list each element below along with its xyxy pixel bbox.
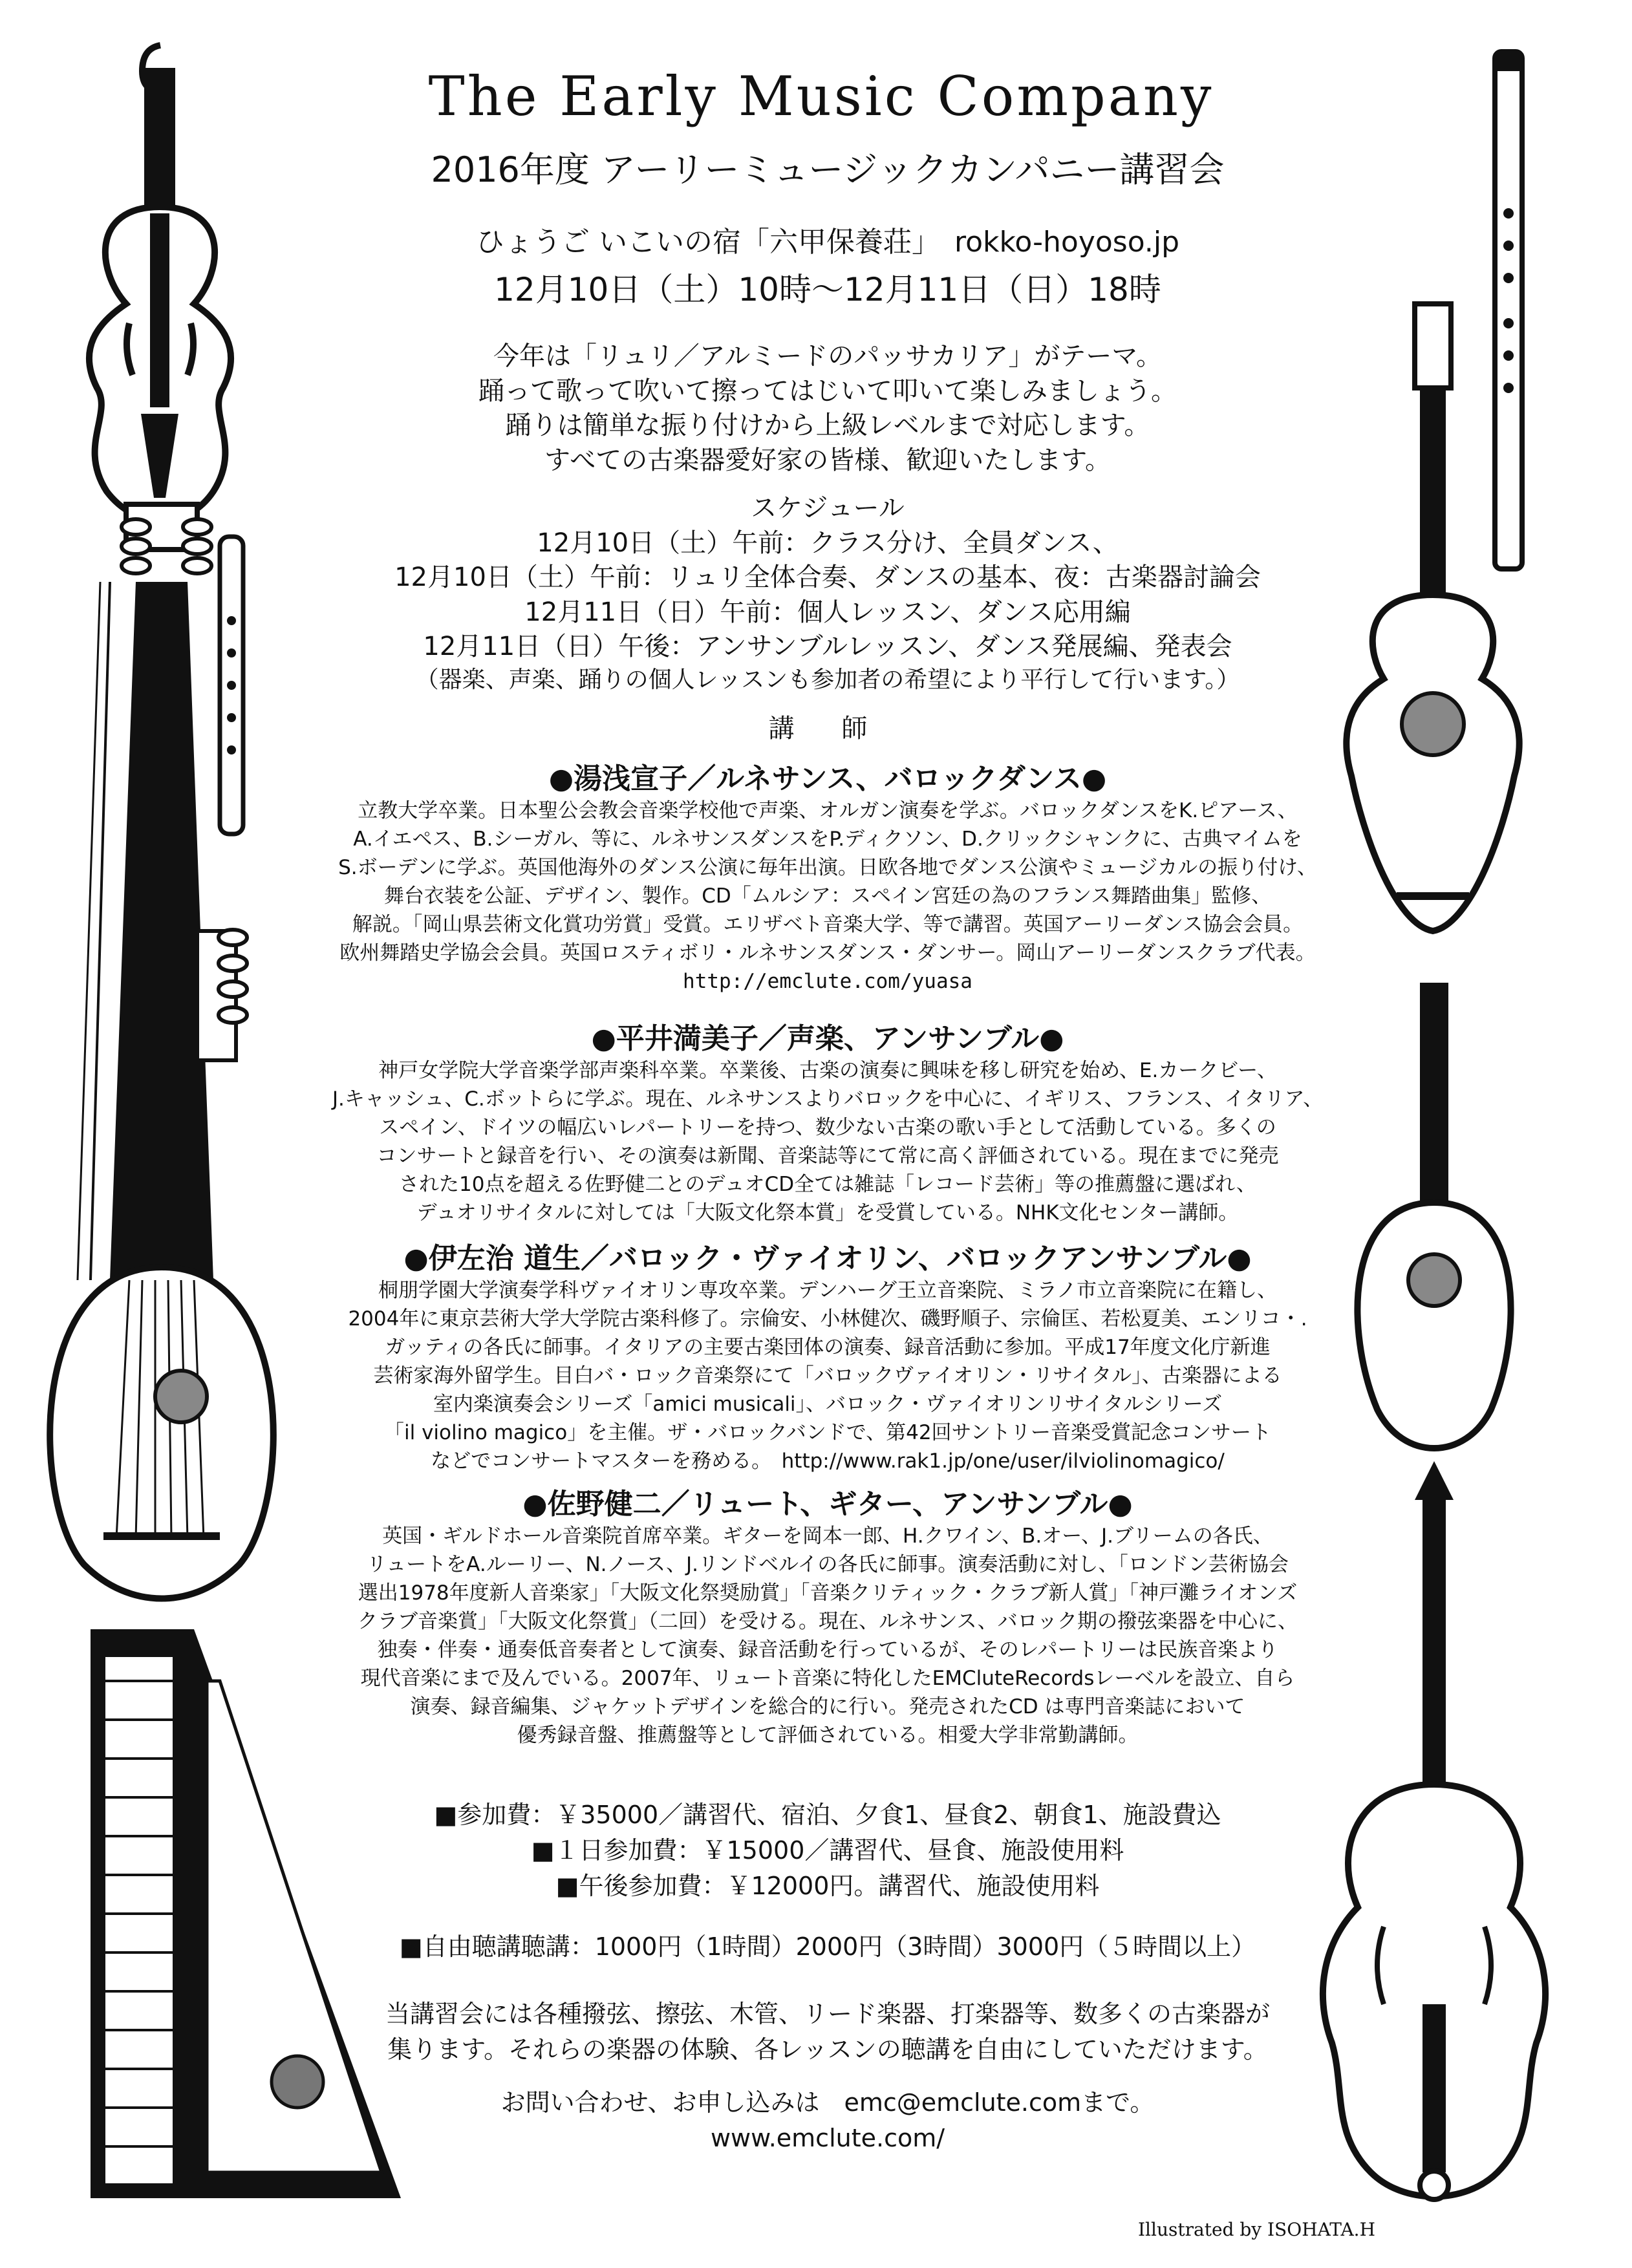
- fee-line: ■参加費：￥35000／講習代、宿泊、夕食1、昼食2、朝食1、施設費込: [434, 1801, 1221, 1829]
- free-listening: ■自由聴講聴講：1000円（1時間）2000円（3時間）3000円（５時間以上）: [399, 1932, 1256, 1961]
- contact-website[interactable]: www.emclute.com/: [710, 2124, 945, 2153]
- teacher-name: ●湯浅宣子／ルネサンス、バロックダンス●: [548, 762, 1107, 795]
- bio-line: された10点を超える佐野健二とのデュオCD全ては雑誌「レコード芸術」等の推薦盤に選ばれ、: [399, 1173, 1256, 1197]
- gamba-illustration: [1323, 1461, 1545, 2199]
- intro-line: 踊って歌って吹いて擦ってはじいて叩いて楽しみましょう。: [478, 376, 1177, 406]
- bio-line: スペイン、ドイツの幅広いレパートリーを持つ、数少ない古楽の歌い手として活動している。多くの: [379, 1116, 1276, 1140]
- bio-line: コンサートと録音を行い、その演奏は新聞、音楽誌等にて常に高く評価されている。現在までに発売: [376, 1144, 1279, 1168]
- recorder-left-illustration: [220, 537, 243, 834]
- intro-line: すべての古楽器愛好家の皆様、歓迎いたします。: [544, 445, 1111, 475]
- contact-section: [310, 2085, 1345, 2156]
- bio-line: A.イエペス、B.シーガル、等に、ルネサンスダンスをP.ディクソン、D.クリックシャンクに、古典マイムを: [353, 828, 1302, 851]
- violin-illustration: [89, 45, 231, 520]
- teacher-bio: [310, 1522, 1345, 1749]
- teacher-link[interactable]: http://emclute.com/yuasa: [683, 970, 972, 994]
- bio-line: デュオリサイタルに対しては「大阪文化祭本賞」を受賞している。NHK文化センター講師。: [416, 1201, 1239, 1225]
- bio-line: 2004年に東京芸術大学大学院古楽科修了。宗倫安、小林健次、磯野順子、宗倫匡、若松夏美、エンリコ・.: [348, 1307, 1307, 1331]
- schedule-item: 12月11日（日）午前：個人レッスン、ダンス応用編: [524, 597, 1131, 627]
- bio-line: S.ボーデンに学ぶ。英国他海外のダンス公演に毎年出演。日欧各地でダンス公演やミュージカルの振り付け、: [338, 856, 1317, 880]
- contact-email[interactable]: お問い合わせ、お申し込みは emc@emclute.comまで。: [500, 2088, 1155, 2117]
- bio-line: J.キャッシュ、C.ボットらに学ぶ。現在、ルネサンスよりバロックを中心に、イギリス、フランス、イタリア、: [332, 1087, 1324, 1111]
- bio-line: 「il violino magico」を主催。ザ・バロックバンドで、第42回サントリー音楽受賞記念コンサート: [384, 1421, 1271, 1445]
- closing-paragraph: [310, 1996, 1345, 2068]
- bio-line: 独奏・伴奏・通奏低音奏者として演奏、録音活動を行っているが、そのレパートリーは民族音楽より: [377, 1638, 1278, 1662]
- bio-line: 神戸女学院大学音楽学部声楽科卒業。卒業後、古楽の演奏に興味を移し研究を始め、E.カークビー、: [378, 1059, 1277, 1082]
- intro-paragraph: [310, 339, 1345, 478]
- bio-line: 現代音楽にまで及んでいる。2007年、リュート音楽に特化したEMCluteRecordsレーベルを設立、自ら: [360, 1667, 1295, 1691]
- lute-illustration: [1357, 983, 1510, 1448]
- teacher-sano: [310, 1481, 1345, 1749]
- teacher-name: ●平井満美子／声楽、アンサンブル●: [591, 1022, 1064, 1055]
- teacher-bio: [310, 1056, 1345, 1227]
- schedule-note: （器楽、声楽、踊りの個人レッスンも参加者の希望により平行して行います。）: [415, 666, 1240, 693]
- fees-section: [310, 1797, 1345, 1904]
- teacher-hirai: [310, 1015, 1345, 1227]
- schedule-item: 12月10日（土）午前：クラス分け、全員ダンス、: [537, 528, 1119, 558]
- teacher-bio: [310, 797, 1345, 996]
- teacher-bio: [310, 1276, 1345, 1475]
- schedule-section: [310, 491, 1345, 696]
- page-title: The Early Music Company: [428, 65, 1214, 128]
- illustration-credit: Illustrated by ISOHATA.H: [1138, 2219, 1375, 2240]
- bio-line: 室内楽演奏会シリーズ「amici musicali」、バロック・ヴァイオリンリサイタルシリーズ: [433, 1393, 1223, 1417]
- bio-line: 桐朋学園大学演奏学科ヴァイオリン専攻卒業。デンハーグ王立音楽院、ミラノ市立音楽院に在籍し、: [378, 1279, 1278, 1302]
- bio-line: 舞台衣装を公証、デザイン、製作。CD「ムルシア：スペイン宮廷の為のフランス舞踏曲集」監修、: [383, 884, 1272, 908]
- bio-line: 演奏、録音編集、ジャケットデザインを総合的に行い。発売されたCD は専門音楽誌において: [410, 1695, 1245, 1719]
- bio-line: 芸術家海外留学生。目白バ・ロック音楽祭にて「バロックヴァイオリン・リサイタル」、古楽器による: [373, 1364, 1282, 1388]
- closing-line: 当講習会には各種撥弦、擦弦、木管、リード楽器、打楽器等、数多くの古楽器が: [385, 2000, 1270, 2028]
- fee-line: ■午後参加費：￥12000円。講習代、施設使用料: [555, 1872, 1100, 1901]
- bio-line: などでコンサートマスターを務める。 http://www.rak1.jp/one/user/ilviolinomagico/: [431, 1450, 1225, 1473]
- teacher-yuasa: [310, 755, 1345, 996]
- schedule-heading: スケジュール: [751, 493, 905, 523]
- teacher-isaji: [310, 1235, 1345, 1475]
- bio-line: 立教大学卒業。日本聖公会教会音楽学校他で声楽、オルガン演奏を学ぶ。バロックダンスをK.ピアース、: [358, 799, 1298, 822]
- bio-line: 選出1978年度新人音楽家」「大阪文化祭奨励賞」「音楽クリティック・クラブ新人賞」「神戸灘ライオンズ: [358, 1581, 1298, 1605]
- bio-line: ガッティの各氏に師事。イタリアの主要古楽団体の演奏、録音活動に参加。平成17年度文化庁新進: [385, 1336, 1271, 1360]
- event-dates: 12月10日（土）10時～12月11日（日）18時: [494, 271, 1161, 308]
- intro-line: 踊りは簡単な振り付けから上級レベルまで対応します。: [505, 411, 1150, 441]
- bio-line: クラブ音楽賞」「大阪文化祭賞」（二回）を受ける。現在、ルネサンス、バロック期の撥弦楽器を中心に、: [358, 1610, 1298, 1634]
- bio-line: 英国・ギルドホール音楽院首席卒業。ギターを岡本一郎、H.クワイン、B.オー、J.ブリームの各氏、: [382, 1524, 1273, 1548]
- teacher-name: ●伊左治 道生／バロック・ヴァイオリン、バロックアンサンブル●: [403, 1242, 1252, 1275]
- bio-line: 欧州舞踏史学協会会員。英国ロスティボリ・ルネサンスダンス・ダンサー。岡山アーリーダンスクラブ代表。: [339, 941, 1316, 965]
- bio-line: リュートをA.ルーリー、N.ノース、J.リンドベルイの各氏に師事。演奏活動に対し、「ロンドン芸術協会: [367, 1553, 1289, 1577]
- venue-line: ひょうご いこいの宿「六甲保養荘」 rokko-hoyoso.jp: [475, 226, 1179, 259]
- intro-line: 今年は「リュリ／アルミードのパッサカリア」がテーマ。: [493, 341, 1162, 371]
- teacher-name: ●佐野健二／リュート、ギター、アンサンブル●: [522, 1488, 1133, 1521]
- lecturers-heading: 講 師: [768, 714, 887, 744]
- recorder-right-illustration: [1495, 52, 1522, 569]
- closing-line: 集ります。それらの楽器の体験、各レッスンの聴講を自由にしていただけます。: [387, 2035, 1268, 2064]
- schedule-item: 12月11日（日）午後：アンサンブルレッスン、ダンス発展編、発表会: [423, 632, 1232, 662]
- fee-line: ■１日参加費：￥15000／講習代、昼食、施設使用料: [531, 1836, 1124, 1865]
- schedule-item: 12月10日（土）午前：リュリ全体合奏、ダンスの基本、夜：古楽器討論会: [394, 562, 1261, 593]
- bio-line: 優秀録音盤、推薦盤等として評価されている。相愛大学非常勤講師。: [517, 1724, 1139, 1748]
- event-subtitle: 2016年度 アーリーミュージックカンパニー講習会: [431, 149, 1225, 190]
- bio-line: 解説。「岡山県芸術文化賞功労賞」受賞。エリザベト音楽大学、等で講習。英国アーリーダンス協会会員。: [352, 913, 1304, 937]
